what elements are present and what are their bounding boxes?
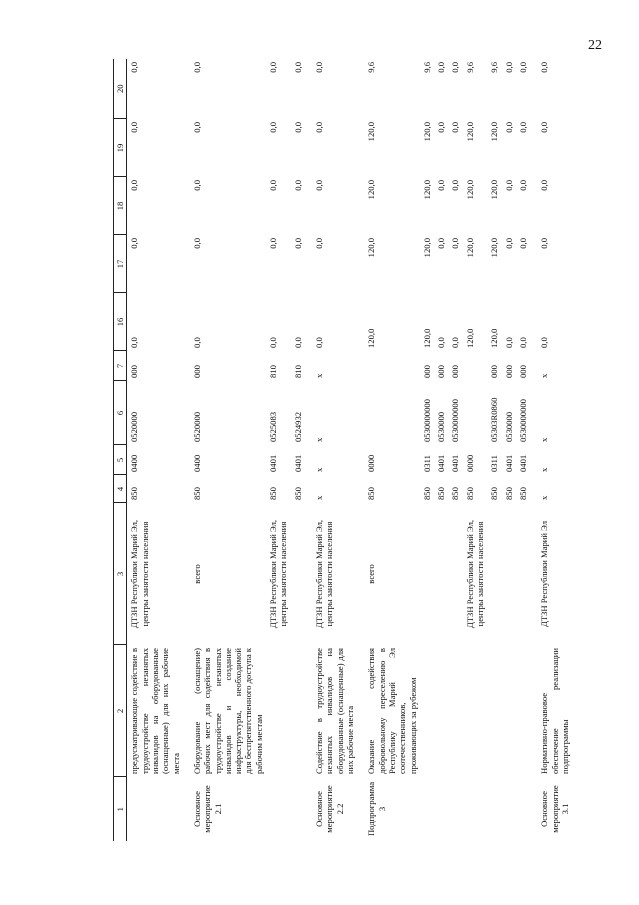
grbs-code-cell: 850 xyxy=(503,487,514,500)
column-header: 20 xyxy=(114,59,127,119)
value-col20-cell: 0,0 xyxy=(129,62,140,73)
row-name-cell xyxy=(502,645,516,777)
table-row xyxy=(502,59,516,841)
vr-code-cell: 000 xyxy=(436,365,447,378)
value-col16-cell: 120,0 xyxy=(464,328,475,348)
table-row xyxy=(516,59,530,841)
csr-code-cell: 0520000 xyxy=(191,411,202,442)
csr-code-cell: 0530000000 xyxy=(450,399,461,442)
vr-code-cell: 000 xyxy=(503,365,514,378)
value-col17-cell: 0,0 xyxy=(268,238,279,249)
csr-code-cell: 05303R0860 xyxy=(489,397,500,442)
column-header: 1 xyxy=(114,777,127,841)
value-col18-cell: 0,0 xyxy=(292,180,303,191)
column-header: 2 xyxy=(114,645,127,777)
value-col19-cell: 0,0 xyxy=(268,122,279,133)
csr-code-cell xyxy=(463,381,488,445)
grbs-code-cell: 850 xyxy=(268,487,279,500)
value-col16-cell: 0,0 xyxy=(539,337,550,348)
column-header: 6 xyxy=(114,381,127,445)
value-col19-cell: 0,0 xyxy=(191,122,202,133)
value-col20-cell: 0,0 xyxy=(518,62,528,73)
value-col18-cell: 120,0 xyxy=(464,180,475,200)
table-row xyxy=(530,59,572,841)
vr-code-cell: x xyxy=(539,373,550,378)
value-col20-cell: 0,0 xyxy=(436,62,447,73)
value-col17-cell: 0,0 xyxy=(539,238,550,249)
row-executor-cell xyxy=(448,503,462,645)
value-col19-cell: 0,0 xyxy=(292,122,303,133)
row-section-cell: Основное мероприятие 2.2 xyxy=(314,785,345,833)
table-viewport xyxy=(113,59,570,841)
row-executor-cell xyxy=(291,503,305,645)
value-col16-cell: 0,0 xyxy=(450,337,461,348)
value-col20-cell: 0,0 xyxy=(268,62,279,73)
row-executor-cell: всего xyxy=(191,564,202,584)
csr-code-cell: x xyxy=(314,437,324,442)
rzpr-code-cell: 0401 xyxy=(436,454,447,472)
value-col18-cell: 0,0 xyxy=(450,180,461,191)
table-row xyxy=(183,59,266,841)
value-col18-cell: 0,0 xyxy=(191,180,202,191)
row-section-cell xyxy=(266,777,291,841)
row-section-cell xyxy=(434,777,448,841)
value-col17-cell: 0,0 xyxy=(518,238,528,249)
rzpr-code-cell: 0400 xyxy=(129,454,140,472)
row-name-cell xyxy=(448,645,462,777)
column-header: 17 xyxy=(114,235,127,293)
grbs-code-cell: 850 xyxy=(436,487,447,500)
value-col16-cell: 0,0 xyxy=(436,337,447,348)
value-col17-cell: 0,0 xyxy=(503,238,514,249)
value-col18-cell: 0,0 xyxy=(129,180,140,191)
row-section-cell xyxy=(291,777,305,841)
rotated-table-container xyxy=(113,59,570,841)
row-name-cell xyxy=(291,645,305,777)
row-executor-cell xyxy=(516,503,530,645)
csr-code-cell: 0530000 xyxy=(503,411,514,442)
value-col18-cell: 0,0 xyxy=(314,180,324,191)
column-header: 7 xyxy=(114,351,127,381)
table-row xyxy=(420,59,434,841)
value-col17-cell: 0,0 xyxy=(314,238,324,249)
row-section-cell xyxy=(127,777,183,841)
row-name-cell: Нормативно-правовое обеспечение реализации подпрограммы xyxy=(539,648,570,774)
row-executor-cell xyxy=(502,503,516,645)
csr-code-cell: 0530000000 xyxy=(518,399,528,442)
value-col17-cell: 0,0 xyxy=(436,238,447,249)
rzpr-code-cell: x xyxy=(314,467,324,472)
column-header: 4 xyxy=(114,475,127,503)
column-header: 18 xyxy=(114,177,127,235)
csr-code-cell: 0524932 xyxy=(292,411,303,442)
row-name-cell: Содействие в трудоустройстве незанятых инвалидов на оборудованные (оснащенные) для них рабочие места xyxy=(314,648,355,774)
column-header: 3 xyxy=(114,503,127,645)
csr-code-cell: 0525083 xyxy=(268,411,279,442)
rzpr-code-cell: x xyxy=(539,467,550,472)
value-col20-cell: 0,0 xyxy=(292,62,303,73)
row-executor-cell: ДТЗН Республики Марий Эл xyxy=(539,521,550,627)
rzpr-code-cell: 0000 xyxy=(464,454,475,472)
grbs-code-cell: 850 xyxy=(450,487,461,500)
value-col18-cell: 0,0 xyxy=(268,180,279,191)
grbs-code-cell: 850 xyxy=(464,487,475,500)
csr-code-cell: x xyxy=(539,437,550,442)
table-row xyxy=(357,59,420,841)
row-executor-cell xyxy=(487,503,501,645)
row-name-cell xyxy=(434,645,448,777)
value-col16-cell: 0,0 xyxy=(191,337,202,348)
row-section-cell: Подпрограмма 3 xyxy=(366,781,387,837)
table-row xyxy=(487,59,501,841)
value-col19-cell: 0,0 xyxy=(129,122,140,133)
row-name-cell: предусматривающие содействие в трудоустройстве незанятых инвалидов на оборудованные (оснащенные) для них рабочие места xyxy=(129,648,181,774)
value-col19-cell: 120,0 xyxy=(464,122,475,142)
grbs-code-cell: x xyxy=(314,495,324,500)
value-col18-cell: 120,0 xyxy=(421,180,432,200)
value-col17-cell: 0,0 xyxy=(450,238,461,249)
grbs-code-cell: 850 xyxy=(518,487,528,500)
table-row xyxy=(127,59,183,841)
rzpr-code-cell: 0311 xyxy=(489,455,500,472)
row-section-cell xyxy=(487,777,501,841)
value-col19-cell: 0,0 xyxy=(539,122,550,133)
rzpr-code-cell: 0401 xyxy=(450,454,461,472)
row-section-cell xyxy=(463,777,488,841)
csr-code-cell: 0520000 xyxy=(129,411,140,442)
value-col17-cell: 120,0 xyxy=(421,238,432,258)
value-col16-cell: 120,0 xyxy=(489,328,500,348)
value-col17-cell: 120,0 xyxy=(489,238,500,258)
row-name-cell xyxy=(420,645,434,777)
value-col19-cell: 0,0 xyxy=(436,122,447,133)
table-row xyxy=(291,59,305,841)
value-col18-cell: 0,0 xyxy=(518,180,528,191)
value-col20-cell: 9,6 xyxy=(421,62,432,73)
column-header: 16 xyxy=(114,293,127,351)
row-section-cell xyxy=(420,777,434,841)
value-col16-cell: 0,0 xyxy=(268,337,279,348)
row-name-cell xyxy=(463,645,488,777)
value-col17-cell: 120,0 xyxy=(464,238,475,258)
grbs-code-cell: x xyxy=(539,495,550,500)
value-col20-cell: 0,0 xyxy=(450,62,461,73)
vr-code-cell: 000 xyxy=(518,365,528,378)
row-section-cell xyxy=(516,777,530,841)
row-section-cell: Основное мероприятие 2.1 xyxy=(191,785,223,833)
row-name-cell xyxy=(266,645,291,777)
value-col19-cell: 120,0 xyxy=(489,122,500,142)
table-row xyxy=(305,59,357,841)
row-section-cell: Основное мероприятие 3.1 xyxy=(539,785,570,833)
rzpr-code-cell: 0401 xyxy=(518,454,528,472)
page-number: 22 xyxy=(588,38,602,53)
value-col16-cell: 120,0 xyxy=(421,328,432,348)
value-col20-cell: 9,6 xyxy=(489,62,500,73)
rzpr-code-cell: 0000 xyxy=(366,454,377,472)
value-col16-cell: 0,0 xyxy=(292,337,303,348)
column-header: 5 xyxy=(114,445,127,475)
table-row xyxy=(463,59,488,841)
vr-code-cell: x xyxy=(314,373,324,378)
row-executor-cell: ДТЗН Республики Марий Эл, центры занятости населения xyxy=(464,519,486,629)
table-row xyxy=(434,59,448,841)
value-col16-cell: 120,0 xyxy=(366,328,377,348)
row-name-cell xyxy=(487,645,501,777)
value-col18-cell: 0,0 xyxy=(436,180,447,191)
program-financing-table xyxy=(113,59,572,841)
value-col16-cell: 0,0 xyxy=(129,337,140,348)
rzpr-code-cell: 0401 xyxy=(292,454,303,472)
value-col17-cell: 0,0 xyxy=(292,238,303,249)
value-col17-cell: 0,0 xyxy=(129,238,140,249)
value-col16-cell: 0,0 xyxy=(314,337,324,348)
vr-code-cell: 000 xyxy=(489,365,500,378)
csr-code-cell: 0530000000 xyxy=(421,399,432,442)
row-executor-cell: ДТЗН Республики Марий Эл, центры занятости населения xyxy=(268,519,289,629)
csr-code-cell xyxy=(357,381,420,445)
row-executor-cell: ДТЗН Республики Марий Эл, центры занятости населения xyxy=(129,519,150,629)
grbs-code-cell: 850 xyxy=(129,487,140,500)
rzpr-code-cell: 0400 xyxy=(191,454,202,472)
vr-code-cell xyxy=(463,351,488,381)
vr-code-cell: 000 xyxy=(450,365,461,378)
header-row xyxy=(114,59,127,841)
value-col19-cell: 0,0 xyxy=(518,122,528,133)
value-col17-cell: 0,0 xyxy=(191,238,202,249)
value-col20-cell: 0,0 xyxy=(191,62,202,73)
value-col20-cell: 0,0 xyxy=(314,62,324,73)
row-name-cell: Оборудование (оснащение) рабочих мест для содействия в трудоустройстве незанятых инвалидов и создание инфраструктуры, необходимой для беспрепятственного доступа к рабочим местам xyxy=(191,647,264,774)
vr-code-cell: 000 xyxy=(191,365,202,378)
row-section-cell xyxy=(502,777,516,841)
value-col19-cell: 120,0 xyxy=(366,122,377,142)
table-row xyxy=(266,59,291,841)
row-executor-cell xyxy=(420,503,434,645)
value-col20-cell: 0,0 xyxy=(539,62,550,73)
row-executor-cell xyxy=(434,503,448,645)
vr-code-cell: 000 xyxy=(129,365,140,378)
grbs-code-cell: 850 xyxy=(292,487,303,500)
value-col19-cell: 0,0 xyxy=(503,122,514,133)
grbs-code-cell: 850 xyxy=(191,487,202,500)
value-col16-cell: 0,0 xyxy=(503,337,514,348)
value-col20-cell: 9,6 xyxy=(464,62,475,73)
value-col19-cell: 0,0 xyxy=(314,122,324,133)
row-name-cell xyxy=(516,645,530,777)
value-col19-cell: 120,0 xyxy=(421,122,432,142)
value-col20-cell: 0,0 xyxy=(503,62,514,73)
table-row xyxy=(448,59,462,841)
value-col18-cell: 0,0 xyxy=(503,180,514,191)
rzpr-code-cell: 0401 xyxy=(503,454,514,472)
vr-code-cell xyxy=(357,351,420,381)
value-col17-cell: 120,0 xyxy=(366,238,377,258)
vr-code-cell: 810 xyxy=(292,365,303,378)
row-executor-cell: ДТЗН Республики Марий Эл, центры занятости населения xyxy=(314,519,335,629)
table-body xyxy=(127,59,572,841)
row-section-cell xyxy=(448,777,462,841)
row-executor-cell: всего xyxy=(366,564,377,584)
vr-code-cell: 810 xyxy=(268,365,279,378)
rzpr-code-cell: 0401 xyxy=(268,454,279,472)
value-col20-cell: 9,6 xyxy=(366,62,377,73)
value-col19-cell: 0,0 xyxy=(450,122,461,133)
csr-code-cell: 0530000 xyxy=(436,411,447,442)
vr-code-cell: 000 xyxy=(421,365,432,378)
row-name-cell: Оказание содействия добровольному переселению в Республику Марий Эл соотечественников, проживающих за рубежом xyxy=(366,648,418,774)
value-col16-cell: 0,0 xyxy=(518,337,528,348)
value-col18-cell: 120,0 xyxy=(489,180,500,200)
grbs-code-cell: 850 xyxy=(489,487,500,500)
rzpr-code-cell: 0311 xyxy=(421,455,432,472)
column-header: 19 xyxy=(114,119,127,177)
grbs-code-cell: 850 xyxy=(366,487,377,500)
grbs-code-cell: 850 xyxy=(421,487,432,500)
value-col18-cell: 120,0 xyxy=(366,180,377,200)
value-col18-cell: 0,0 xyxy=(539,180,550,191)
